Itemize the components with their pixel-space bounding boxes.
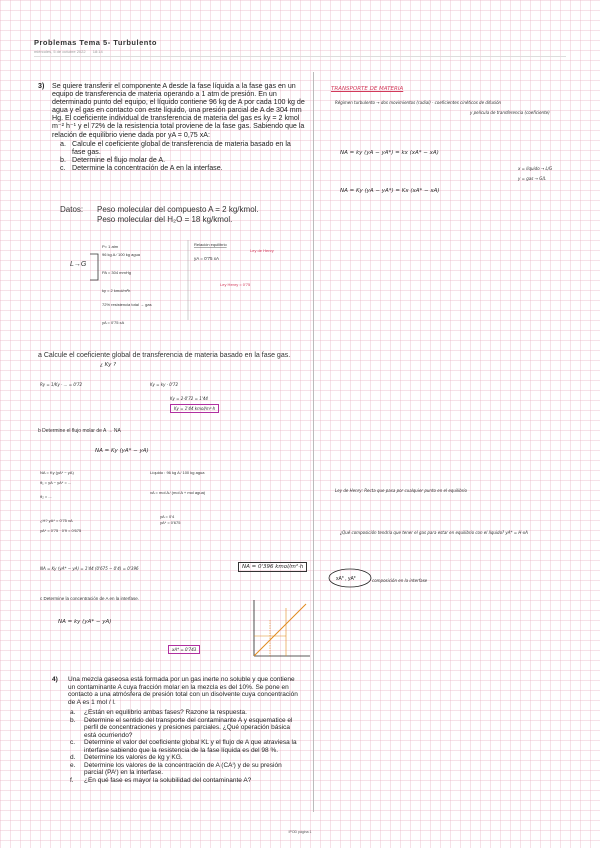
notes-line-1b: y película de transferencia (coeficiente)	[470, 110, 550, 115]
interfase-oval	[328, 568, 372, 588]
svg-text:P= 1 atm: P= 1 atm	[102, 244, 119, 249]
problem-4	[52, 676, 302, 784]
svg-text:xA = mol A ⁄ (mol A + mol agua: xA = mol A ⁄ (mol A + mol agua)	[150, 490, 206, 495]
problem-item: b. Determine el flujo molar de A.	[60, 155, 166, 164]
svg-text:yA* = 0'75 · 0'9 = 0'675: yA* = 0'75 · 0'9 = 0'675	[40, 528, 82, 533]
problem-item: f. ¿En qué fase es mayor la solubilidad del contaminante A?	[70, 776, 252, 784]
page-footer: IPOD página 1	[288, 830, 312, 834]
svg-text:θ₁ = yA − yA* = ...: θ₁ = yA − yA* = ...	[40, 480, 72, 485]
notes-eq-individual: NA = ky (yA − yA*) = kx (xA* − xA)	[340, 150, 439, 156]
problem-item: a. Calcule el coeficiente global de transferencia de materia basado en la fase gas.	[60, 139, 291, 156]
svg-text:Ley de Henry: Ley de Henry	[250, 248, 274, 253]
problem-item: d. Determine los valores de kg y KG.	[70, 754, 183, 761]
section-a-question: ¿ Ky ?	[100, 362, 117, 368]
section-b-result: NA = Ky (yA* − yA) = 1'44 (0'675 − 0'4) = 0'396	[40, 566, 139, 571]
notes-heading: TRANSPORTE DE MATERIA	[331, 86, 404, 92]
svg-text:xA* , yA*: xA* , yA*	[336, 576, 356, 582]
svg-text:NA = Ky (yA* − yA): NA = Ky (yA* − yA)	[40, 470, 74, 475]
notes-question: ¿Qué composición tendría que tener el gas para estar en equilibrio con el líquido? yA* = H·xA	[340, 530, 528, 535]
svg-text:yA* = 0'675: yA* = 0'675	[160, 520, 181, 525]
svg-text:ky = 2 kmol/m²h: ky = 2 kmol/m²h	[102, 288, 131, 293]
section-a-heading: a Calcule el coeficiente global de transferencia de materia basado en la fase gas.	[38, 352, 291, 359]
svg-text:96 kg A ⁄ 100 kg agua: 96 kg A ⁄ 100 kg agua	[102, 252, 141, 257]
section-a-answer: Ky = 1'44 kmol/m²·h	[170, 404, 219, 413]
problem-item: e. Determine los valores de la concentración de A (CAⁱ) y de su presión parcial (PAⁱ) en la interfase.	[70, 761, 282, 776]
problem-statement: Una mezcla gaseosa está formada por un gas inerte no soluble y que contiene un contaminante A cuya fracción molar en la mezcla es del 10%. Se pone en contacto a una atmósfera de presión total con un disolvente cuya concentración de A es 1 mol / l.	[68, 676, 298, 706]
svg-text:Líquido : 96 kg A ⁄ 100 kg agu: Líquido : 96 kg A ⁄ 100 kg agua	[150, 470, 205, 475]
problem-items	[70, 709, 302, 784]
column-divider	[313, 72, 314, 812]
section-a-eq3: Ky = 2·0'72 = 1'44	[170, 396, 208, 401]
problem-statement: Se quiere transferir el componente A desde la fase líquida a la fase gas en un equipo de transferencia de materia operando a 1 atm de presión. En un determinado punto del equipo, el líquido contiene 96 kg de A por cada 100 kg de agua y el gas en contacto con este líquido, una presión parcial de A de 304 mm Hg. El coeficiente individual de transferencia de materia del gas es ky = 2 kmol m⁻² h⁻¹ y el 72% de la resistencia total proviene de la fase gas. Sabiendo que la relación de equilibrio viene dada por yA = 0,75 xA:	[52, 82, 305, 139]
section-c-heading: c Determine la concentración de A en la interfase.	[40, 596, 140, 601]
problem-number: 3)	[38, 82, 45, 90]
notes-side-1: x = líquido → L/G	[518, 166, 553, 171]
header-divider	[34, 56, 566, 57]
svg-text:yA = 0'75 xA: yA = 0'75 xA	[194, 256, 220, 261]
svg-text:yA = 0'4: yA = 0'4	[160, 514, 175, 519]
svg-text:Relación equilibrio: Relación equilibrio	[194, 242, 227, 247]
problem-item: a. ¿Están en equilibrio ambas fases? Razone la respuesta.	[70, 709, 247, 716]
notes-interfase: composición en la interfase	[372, 578, 428, 583]
section-b-heading: b Determine el flujo molar de A → NA	[38, 428, 121, 434]
section-c-eq-main: NA = ky (yA* − yA)	[58, 619, 112, 625]
time-text: 18:14	[92, 49, 103, 54]
problem-item: c. Determine la concentración de A en la interfase.	[60, 163, 223, 172]
problem-data: Datos: Peso molecular del compuesto A = 2 kg/kmol. Peso molecular del H₂O = 18 kg/kmol.	[60, 205, 259, 224]
handwritten-sketch	[70, 240, 300, 340]
svg-text:yA = 0'75 xA: yA = 0'75 xA	[102, 320, 125, 325]
svg-text:PA = 304 mmHg: PA = 304 mmHg	[102, 270, 131, 275]
page-date	[34, 49, 109, 54]
equilibrium-diagram	[246, 598, 312, 662]
problem-item: b. Determine el sentido del transporte del contaminante A y esquematice el perfil de concentraciones y presiones parciales. ¿Qué operación básica está ocurriendo?	[70, 716, 293, 739]
notes-eq-global: NA = Ky (yA − yA*) = Kx (xA* − xA)	[340, 188, 440, 194]
section-a-eq1: Ry = 1/Ky · ... = 0'72	[40, 382, 83, 387]
section-b-work	[40, 466, 310, 566]
problem-3	[38, 82, 306, 172]
svg-text:72% resistencia total → gas: 72% resistencia total → gas	[102, 302, 152, 307]
svg-text:L→G: L→G	[70, 261, 87, 268]
problem-items	[60, 140, 306, 172]
notes-side-2: y = gas → G/L	[518, 176, 546, 181]
problem-item: c. Determine el valor del coeficiente global KL y el flujo de A que atraviesa la interfase sabiendo que la resistencia de la fase líquida es del 98 %.	[70, 739, 297, 754]
problem-number: 4)	[52, 676, 58, 683]
svg-text:θ₂ = ...: θ₂ = ...	[40, 494, 52, 499]
section-b-answer: NA = 0'396 kmol/m²·h	[238, 562, 307, 572]
notes-henry: Ley de Henry: Recta que pasa por cualquier punto en el equilibrio	[335, 488, 467, 493]
section-c-answer: xA* = 0'743	[168, 645, 200, 654]
section-a-eq2: Ky = ky · 0'72	[150, 382, 179, 387]
page-title: Problemas Tema 5- Turbulento	[34, 38, 157, 47]
notes-line-1: Régimen turbulento → dos movimientos (radial) · coeficientes cinéticos de difusión	[335, 100, 502, 105]
svg-text:¿H? yA* = 0'75 xA: ¿H? yA* = 0'75 xA	[40, 518, 73, 523]
svg-text:Ley Henry = 0'75: Ley Henry = 0'75	[220, 282, 251, 287]
section-b-eq-main: NA = Ky (yA* − yA)	[95, 448, 149, 454]
date-text: miércoles, 5 de octubre 2022	[34, 49, 86, 54]
